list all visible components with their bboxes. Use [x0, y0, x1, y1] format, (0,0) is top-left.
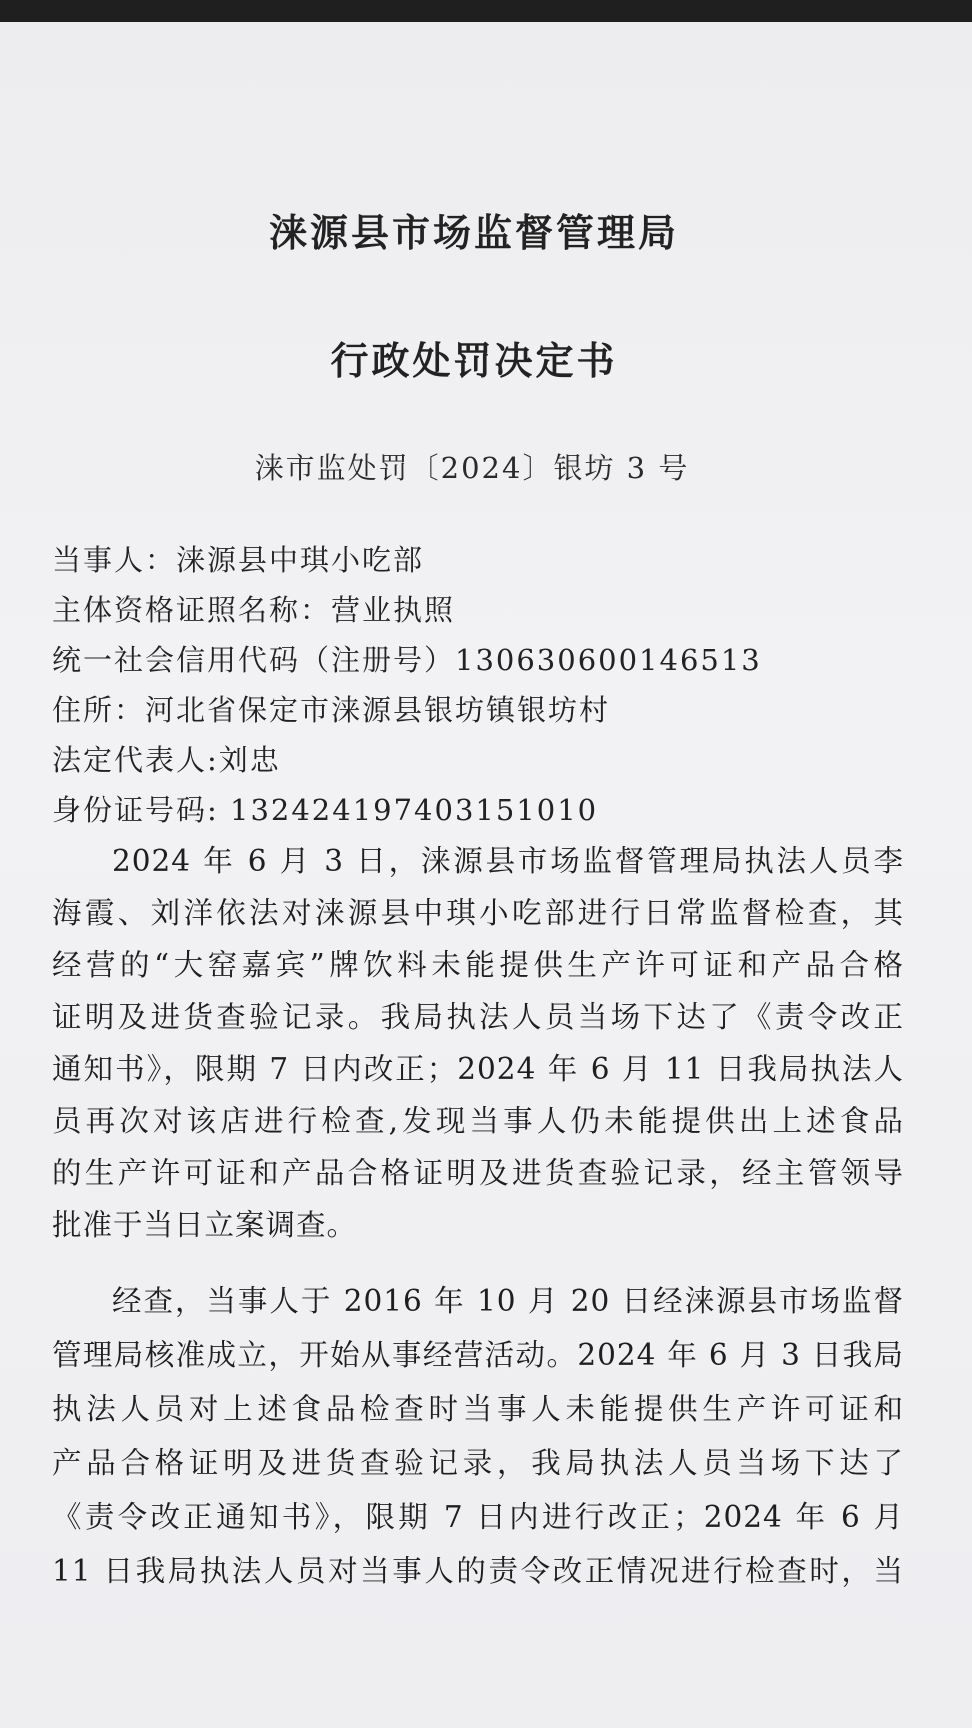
paragraph2-line: 执法人员对上述食品检查时当事人未能提供生产许可证和 — [52, 1392, 904, 1426]
paragraph1-line: 员再次对该店进行检查,发现当事人仍未能提供出上述食品 — [52, 1104, 904, 1138]
paragraph1-line: 2024 年 6 月 3 日，涞源县市场监督管理局执法人员李 — [112, 844, 904, 878]
document-type-title: 行政处罚决定书 — [330, 339, 618, 383]
paragraph1-line: 海霞、刘洋依法对涞源县中琪小吃部进行日常监督检查，其 — [52, 896, 904, 930]
document-page — [0, 22, 972, 1728]
paragraph1-line: 批准于当日立案调查。 — [52, 1208, 358, 1242]
document-number: 涞市监处罚〔2024〕银坊 3 号 — [254, 451, 690, 485]
agency-title: 涞源县市场监督管理局 — [268, 211, 679, 255]
party-name: 当事人：涞源县中琪小吃部 — [52, 543, 425, 577]
photo-top-edge — [0, 0, 972, 22]
paragraph2-line: 产品合格证明及进货查验记录，我局执法人员当场下达了 — [52, 1446, 904, 1480]
paragraph2-line: 11 日我局执法人员对当事人的责令改正情况进行检查时，当 — [52, 1554, 904, 1588]
paragraph1-line: 经营的“大窑嘉宾”牌饮料未能提供生产许可证和产品合格 — [52, 948, 904, 982]
paragraph2-line: 经查，当事人于 2016 年 10 月 20 日经涞源县市场监督 — [112, 1284, 904, 1318]
id-number: 身份证号码: 132424197403151010 — [52, 793, 599, 827]
paragraph2-line: 管理局核准成立，开始从事经营活动。2024 年 6 月 3 日我局 — [52, 1338, 904, 1372]
license-name: 主体资格证照名称：营业执照 — [52, 593, 456, 627]
paragraph1-line: 的生产许可证和产品合格证明及进货查验记录，经主管领导 — [52, 1156, 904, 1190]
address: 住所：河北省保定市涞源县银坊镇银坊村 — [52, 693, 611, 727]
legal-representative: 法定代表人:刘忠 — [52, 743, 281, 777]
credit-code: 统一社会信用代码（注册号）130630600146513 — [52, 643, 762, 677]
paragraph1-line: 通知书》，限期 7 日内改正；2024 年 6 月 11 日我局执法人 — [52, 1052, 904, 1086]
paragraph2-line: 《责令改正通知书》，限期 7 日内进行改正；2024 年 6 月 — [52, 1500, 904, 1534]
paragraph1-line: 证明及进货查验记录。我局执法人员当场下达了《责令改正 — [52, 1000, 904, 1034]
